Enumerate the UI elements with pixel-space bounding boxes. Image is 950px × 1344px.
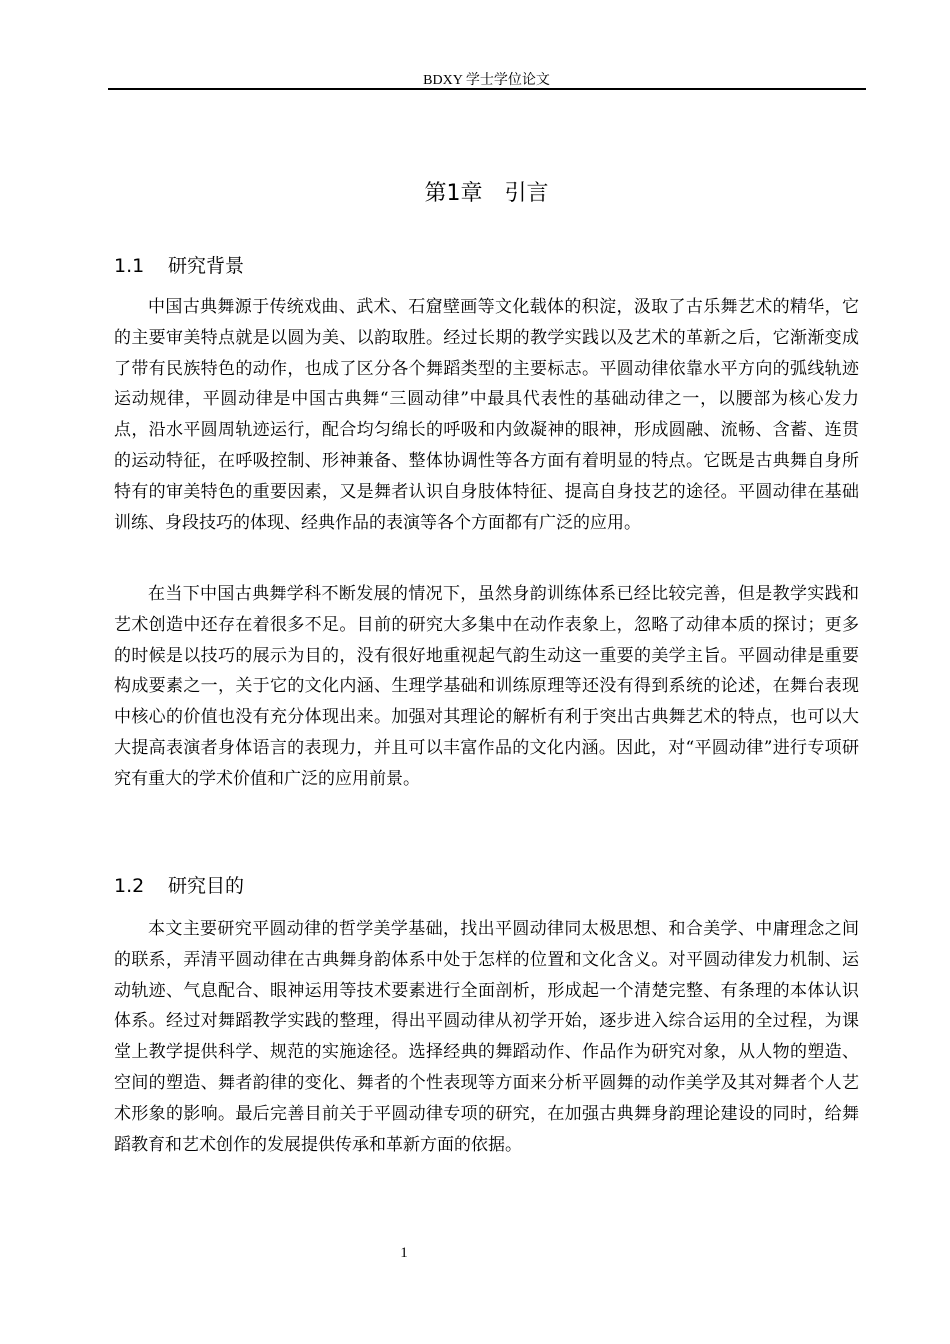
section-title: 研究目的 (168, 875, 245, 897)
running-header: BDXY 学士学位论文 (423, 73, 550, 88)
page-number: 1 (400, 1245, 408, 1261)
body-paragraph: 本文主要研究平圆动律的哲学美学基础，找出平圆动律同太极思想、和合美学、中庸理念之间的联系，弄清平圆动律在古典舞身韵体系中处于怎样的位置和文化含义。对平圆动律发力机制、运动轨迹、气息配合、眼神运用等技术要素进行全面剖析，形成起一个清楚完整、有条理的本体认识体系。经过对舞蹈教学实践的整理，得出平圆动律从初学开始，逐步进入综合运用的全过程，为课堂上教学提供科学、规范的实施途径。选择经典的舞蹈动作、作品作为研究对象，从人物的塑造、空间的塑造、舞者韵律的变化、舞者的个性表现等方面来分析平圆舞的动作美学及其对舞者个人艺术形象的影响。最后完善目前关于平圆动律专项的研究，在加强古典舞身韵理论建设的同时，给舞蹈教育和艺术创作的发展提供传承和革新方面的依据。 (114, 919, 859, 1155)
section-title: 研究背景 (168, 255, 245, 277)
body-paragraph: 在当下中国古典舞学科不断发展的情况下，虽然身韵训练体系已经比较完善，但是教学实践和艺术创造中还存在着很多不足。目前的研究大多集中在动作表象上，忽略了动律本质的探讨；更多的时候是以技巧的展示为目的，没有很好地重视起气韵生动这一重要的美学主旨。平圆动律是重要构成要素之一，关于它的文化内涵、生理学基础和训练原理等还没有得到系统的论述，在舞台表现中核心的价值也没有充分体现出来。加强对其理论的解析有利于突出古典舞艺术的特点，也可以大大提高表演者身体语言的表现力，并且可以丰富作品的文化内涵。因此，对“平圆动律”进行专项研究有重大的学术价值和广泛的应用前景。 (114, 584, 859, 789)
body-paragraph: 中国古典舞源于传统戏曲、武术、石窟壁画等文化载体的积淀，汲取了古乐舞艺术的精华，它的主要审美特点就是以圆为美、以韵取胜。经过长期的教学实践以及艺术的革新之后，它渐渐变成了带有民族特色的动作，也成了区分各个舞蹈类型的主要标志。平圆动律依靠水平方向的弧线轨迹运动规律，平圆动律是中国古典舞“三圆动律”中最具代表性的基础动律之一，以腰部为核心发力点，沿水平圆周轨迹运行，配合均匀绵长的呼吸和内敛凝神的眼神，形成圆融、流畅、含蓄、连贯的运动特征，在呼吸控制、形神兼备、整体协调性等各方面有着明显的特点。它既是古典舞自身所特有的审美特色的重要因素，又是舞者认识自身肢体特征、提高自身技艺的途径。平圆动律在基础训练、身段技巧的体现、经典作品的表演等各个方面都有广泛的应用。 (114, 297, 859, 533)
chapter-title: 第1章 引言 (424, 181, 549, 206)
section-heading-background (114, 252, 244, 280)
section-heading-purpose (114, 872, 244, 900)
section-number: 1.1 (114, 255, 145, 277)
section-number: 1.2 (114, 875, 145, 897)
header-rule (108, 88, 866, 90)
